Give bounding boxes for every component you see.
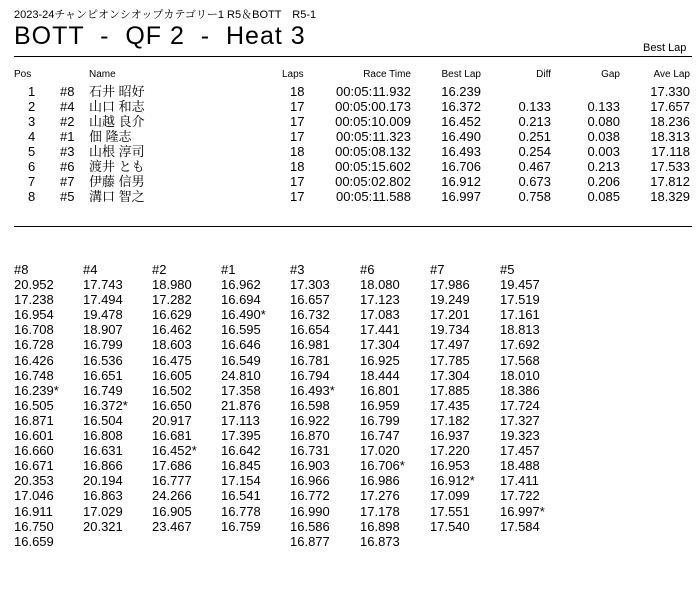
lap-time: 16.549 <box>221 352 261 368</box>
lap-time: 18.907 <box>83 322 123 338</box>
lap-time: 17.178 <box>360 503 400 519</box>
lap-time: 16.877 <box>290 533 330 549</box>
lap-time: 17.304 <box>360 337 400 353</box>
lap-time: 18.980 <box>152 277 192 293</box>
lap-time: 16.801 <box>360 382 400 398</box>
lap-time: 16.629 <box>152 307 192 323</box>
result-car-number: #6 <box>60 159 75 174</box>
lap-time: 17.161 <box>500 307 540 323</box>
lap-time: 18.603 <box>152 337 192 353</box>
result-ave-lap: 17.657 <box>650 99 690 114</box>
col-ave-lap-header: Ave Lap <box>653 69 690 80</box>
result-race-time: 00:05:15.602 <box>335 159 411 174</box>
lap-time: 16.759 <box>221 518 261 534</box>
lap-time: 16.493* <box>290 382 335 398</box>
col-race-time-header: Race Time <box>363 69 411 80</box>
result-driver-name: 溝口 智之 <box>89 189 145 204</box>
lap-time: 17.494 <box>83 292 123 308</box>
result-gap: 0.213 <box>587 159 620 174</box>
result-diff: 0.213 <box>518 114 551 129</box>
lap-time: 16.898 <box>360 518 400 534</box>
lap-time: 16.598 <box>290 397 330 413</box>
lap-column <box>221 262 266 534</box>
lap-time: 17.885 <box>430 382 470 398</box>
lap-time: 17.584 <box>500 518 540 534</box>
event-subtitle: 2023-24チャンピオンシオップカテゴリー1 R5＆BOTT R5-1 <box>14 9 317 21</box>
lap-time: 23.467 <box>152 518 192 534</box>
results-table <box>0 69 700 204</box>
col-best-lap-header: Best Lap <box>441 69 481 80</box>
result-driver-name: 山口 和志 <box>89 99 145 114</box>
header-divider <box>14 56 692 57</box>
lap-time: 17.411 <box>500 473 539 489</box>
lap-time: 16.937 <box>430 428 470 444</box>
lap-time: 16.657 <box>290 292 330 308</box>
lap-time: 24.266 <box>152 488 192 504</box>
result-best-lap: 16.706 <box>441 159 481 174</box>
lap-time: 17.303 <box>290 277 330 293</box>
table-row <box>0 84 700 99</box>
lap-column-car-number: #5 <box>500 262 515 277</box>
lap-time: 16.749 <box>83 382 123 398</box>
lap-time: 16.595 <box>221 322 261 338</box>
lap-time: 17.238 <box>14 292 54 308</box>
result-diff: 0.467 <box>518 159 551 174</box>
result-pos: 2 <box>28 99 36 114</box>
col-pos-header: Pos <box>14 69 32 80</box>
lap-time: 16.426 <box>14 352 54 368</box>
result-driver-name: 山根 淳司 <box>89 144 145 159</box>
lap-column-car-number: #7 <box>430 262 445 277</box>
lap-column <box>290 262 335 549</box>
result-race-time: 00:05:10.009 <box>335 114 411 129</box>
lap-time: 17.435 <box>430 397 470 413</box>
lap-time: 16.777 <box>152 473 192 489</box>
result-laps: 18 <box>290 159 305 174</box>
lap-time: 20.353 <box>14 473 54 489</box>
result-best-lap: 16.493 <box>441 144 481 159</box>
lap-time: 16.694 <box>221 292 261 308</box>
lap-time: 16.871 <box>14 412 54 428</box>
lap-time: 16.772 <box>290 488 330 504</box>
result-ave-lap: 17.330 <box>650 84 690 99</box>
result-ave-lap: 17.118 <box>651 144 690 159</box>
results-body <box>0 84 700 204</box>
result-pos: 1 <box>28 84 36 99</box>
lap-time: 17.686 <box>152 458 192 474</box>
lap-time: 16.794 <box>290 367 330 383</box>
lap-time: 16.778 <box>221 503 261 519</box>
lap-time: 16.728 <box>14 337 54 353</box>
lap-time: 16.922 <box>290 412 330 428</box>
lap-time: 18.080 <box>360 277 400 293</box>
lap-time: 17.099 <box>430 488 470 504</box>
lap-time: 16.748 <box>14 367 54 383</box>
lap-time: 18.813 <box>500 322 540 338</box>
lap-time: 17.743 <box>83 277 123 293</box>
result-laps: 17 <box>290 189 305 204</box>
lap-column-car-number: #3 <box>290 262 305 277</box>
lap-time: 19.734 <box>430 322 470 338</box>
lap-time: 17.540 <box>430 518 470 534</box>
lap-column <box>14 262 59 549</box>
lap-time: 16.651 <box>83 367 123 383</box>
lap-time: 16.799 <box>83 337 123 353</box>
col-diff-header: Diff <box>536 69 551 80</box>
lap-time: 16.845 <box>221 458 261 474</box>
lap-time: 16.504 <box>83 412 123 428</box>
lap-time: 16.452* <box>152 443 197 459</box>
result-car-number: #2 <box>60 114 75 129</box>
lap-time: 17.154 <box>221 473 261 489</box>
lap-time: 16.986 <box>360 473 400 489</box>
lap-time: 16.475 <box>152 352 192 368</box>
result-ave-lap: 18.313 <box>650 129 690 144</box>
result-diff: 0.251 <box>518 129 551 144</box>
lap-time: 16.990 <box>290 503 330 519</box>
result-race-time: 00:05:02.802 <box>335 174 411 189</box>
lap-column <box>430 262 475 534</box>
result-laps: 17 <box>290 114 305 129</box>
result-diff: 0.673 <box>518 174 551 189</box>
lap-column <box>83 262 128 534</box>
lap-time: 17.201 <box>430 307 470 323</box>
result-best-lap: 16.452 <box>441 114 481 129</box>
lap-time: 18.444 <box>360 367 400 383</box>
lap-time: 16.997* <box>500 503 545 519</box>
result-driver-name: 渡井 とも <box>89 159 145 174</box>
lap-time: 16.650 <box>152 397 192 413</box>
result-diff: 0.133 <box>518 99 551 114</box>
lap-time: 21.876 <box>221 397 261 413</box>
lap-time: 17.497 <box>430 337 470 353</box>
lap-time: 17.046 <box>14 488 54 504</box>
lap-time: 16.239* <box>14 382 59 398</box>
result-ave-lap: 17.533 <box>650 159 690 174</box>
result-driver-name: 佃 隆志 <box>89 129 132 144</box>
lap-time: 16.870 <box>290 428 330 444</box>
col-gap-header: Gap <box>601 69 620 80</box>
lap-time: 16.646 <box>221 337 261 353</box>
lap-time: 16.903 <box>290 458 330 474</box>
result-best-lap: 16.997 <box>441 189 481 204</box>
lap-time: 17.519 <box>500 292 540 308</box>
lap-column-car-number: #2 <box>152 262 167 277</box>
lap-time: 17.327 <box>500 412 540 428</box>
lap-time: 16.681 <box>152 428 192 444</box>
table-row <box>0 189 700 204</box>
lap-column-car-number: #4 <box>83 262 98 277</box>
lap-time: 16.953 <box>430 458 470 474</box>
lap-time: 16.808 <box>83 428 123 444</box>
result-car-number: #4 <box>60 99 75 114</box>
result-pos: 5 <box>28 144 36 159</box>
lap-time: 17.358 <box>221 382 261 398</box>
result-gap: 0.038 <box>587 129 620 144</box>
result-laps: 17 <box>290 174 305 189</box>
results-header-row <box>0 69 700 84</box>
table-row <box>0 129 700 144</box>
result-race-time: 00:05:00.173 <box>335 99 411 114</box>
result-ave-lap: 17.812 <box>650 174 690 189</box>
result-driver-name: 伊藤 信男 <box>89 174 145 189</box>
lap-time: 17.029 <box>83 503 123 519</box>
result-car-number: #5 <box>60 189 75 204</box>
lap-time: 17.722 <box>500 488 540 504</box>
lap-time: 19.249 <box>430 292 470 308</box>
lap-time: 20.194 <box>83 473 123 489</box>
lap-time: 16.706* <box>360 458 405 474</box>
result-gap: 0.003 <box>587 144 620 159</box>
result-laps: 17 <box>290 99 305 114</box>
lap-time: 18.010 <box>500 367 540 383</box>
lap-time: 16.750 <box>14 518 54 534</box>
lap-time: 17.724 <box>500 397 540 413</box>
result-race-time: 00:05:11.323 <box>336 129 411 144</box>
lap-time: 17.986 <box>430 277 470 293</box>
lap-time: 17.785 <box>430 352 470 368</box>
lap-time: 16.799 <box>360 412 400 428</box>
result-race-time: 00:05:11.932 <box>336 84 411 99</box>
lap-time: 17.395 <box>221 428 261 444</box>
best-lap-note: Best Lap <box>643 42 687 54</box>
lap-column <box>360 262 405 549</box>
lap-column-car-number: #8 <box>14 262 29 277</box>
lap-time: 16.505 <box>14 397 54 413</box>
result-pos: 7 <box>28 174 36 189</box>
lap-time: 16.654 <box>290 322 330 338</box>
lap-time: 16.659 <box>14 533 54 549</box>
lap-time: 16.372* <box>83 397 128 413</box>
lap-time: 16.959 <box>360 397 400 413</box>
lap-time: 16.731 <box>290 443 330 459</box>
lap-time: 16.912* <box>430 473 475 489</box>
col-laps-header: Laps <box>282 69 304 80</box>
lap-time: 17.113 <box>221 412 260 428</box>
lap-time: 16.541 <box>221 488 261 504</box>
lap-time: 17.123 <box>360 292 400 308</box>
lap-time: 19.478 <box>83 307 123 323</box>
lap-time: 18.488 <box>500 458 540 474</box>
lap-time: 16.925 <box>360 352 400 368</box>
heat-title: BOTT - QF 2 - Heat 3 <box>14 22 306 50</box>
lap-time: 16.981 <box>290 337 330 353</box>
result-pos: 6 <box>28 159 36 174</box>
result-ave-lap: 18.236 <box>650 114 690 129</box>
result-laps: 18 <box>290 84 305 99</box>
result-car-number: #7 <box>60 174 75 189</box>
lap-time: 16.490* <box>221 307 266 323</box>
lap-time: 16.954 <box>14 307 54 323</box>
result-diff: 0.758 <box>518 189 551 204</box>
lap-time: 16.708 <box>14 322 54 338</box>
lap-time: 16.671 <box>14 458 54 474</box>
result-pos: 3 <box>28 114 36 129</box>
lap-time: 17.457 <box>500 443 540 459</box>
lap-time: 17.568 <box>500 352 540 368</box>
table-row <box>0 99 700 114</box>
result-driver-name: 石井 昭好 <box>89 84 145 99</box>
result-gap: 0.133 <box>587 99 620 114</box>
table-row <box>0 114 700 129</box>
lap-time: 19.457 <box>500 277 540 293</box>
lap-time: 18.386 <box>500 382 540 398</box>
lap-time: 16.962 <box>221 277 261 293</box>
result-best-lap: 16.372 <box>441 99 481 114</box>
lap-time: 16.905 <box>152 503 192 519</box>
result-laps: 18 <box>290 144 305 159</box>
result-laps: 17 <box>290 129 305 144</box>
result-best-lap: 16.490 <box>441 129 481 144</box>
lap-time: 17.182 <box>430 412 470 428</box>
result-gap: 0.085 <box>587 189 620 204</box>
result-pos: 4 <box>28 129 36 144</box>
lap-time: 16.586 <box>290 518 330 534</box>
lap-time: 16.873 <box>360 533 400 549</box>
result-best-lap: 16.912 <box>441 174 481 189</box>
lap-time: 17.551 <box>430 503 470 519</box>
result-driver-name: 山越 良介 <box>89 114 145 129</box>
lap-column-car-number: #6 <box>360 262 375 277</box>
result-diff: 0.254 <box>518 144 551 159</box>
result-race-time: 00:05:11.588 <box>336 189 411 204</box>
result-pos: 8 <box>28 189 36 204</box>
table-row <box>0 159 700 174</box>
lap-time: 20.321 <box>83 518 123 534</box>
lap-time: 16.732 <box>290 307 330 323</box>
lap-time: 20.917 <box>152 412 192 428</box>
result-ave-lap: 18.329 <box>650 189 690 204</box>
lap-time: 17.083 <box>360 307 400 323</box>
lap-column <box>500 262 545 534</box>
lap-time: 16.631 <box>83 443 123 459</box>
result-car-number: #8 <box>60 84 75 99</box>
result-best-lap: 16.239 <box>441 84 481 99</box>
lap-time: 17.220 <box>430 443 470 459</box>
lap-time: 16.536 <box>83 352 123 368</box>
result-car-number: #3 <box>60 144 75 159</box>
lap-time: 17.441 <box>360 322 400 338</box>
lap-time: 16.966 <box>290 473 330 489</box>
lap-time: 16.462 <box>152 322 192 338</box>
lap-time: 16.866 <box>83 458 123 474</box>
lap-time: 19.323 <box>500 428 540 444</box>
lap-time: 16.642 <box>221 443 261 459</box>
col-name-header: Name <box>89 69 116 80</box>
lap-time: 17.692 <box>500 337 540 353</box>
lap-time: 24.810 <box>221 367 261 383</box>
lap-time: 16.660 <box>14 443 54 459</box>
result-race-time: 00:05:08.132 <box>335 144 411 159</box>
lap-time: 17.276 <box>360 488 400 504</box>
lap-time: 17.304 <box>430 367 470 383</box>
lap-time: 20.952 <box>14 277 54 293</box>
lap-time: 16.911 <box>14 503 53 519</box>
result-car-number: #1 <box>60 129 75 144</box>
lap-time: 17.282 <box>152 292 192 308</box>
lap-time: 16.781 <box>290 352 330 368</box>
lap-time: 16.601 <box>14 428 54 444</box>
lap-column-car-number: #1 <box>221 262 236 277</box>
lap-column <box>152 262 197 534</box>
section-divider <box>14 226 692 227</box>
lap-time: 16.747 <box>360 428 400 444</box>
lap-time: 17.020 <box>360 443 400 459</box>
result-gap: 0.080 <box>587 114 620 129</box>
lap-time: 16.863 <box>83 488 123 504</box>
lap-time: 16.605 <box>152 367 192 383</box>
lap-time: 16.502 <box>152 382 192 398</box>
result-gap: 0.206 <box>587 174 620 189</box>
table-row <box>0 174 700 189</box>
table-row <box>0 144 700 159</box>
